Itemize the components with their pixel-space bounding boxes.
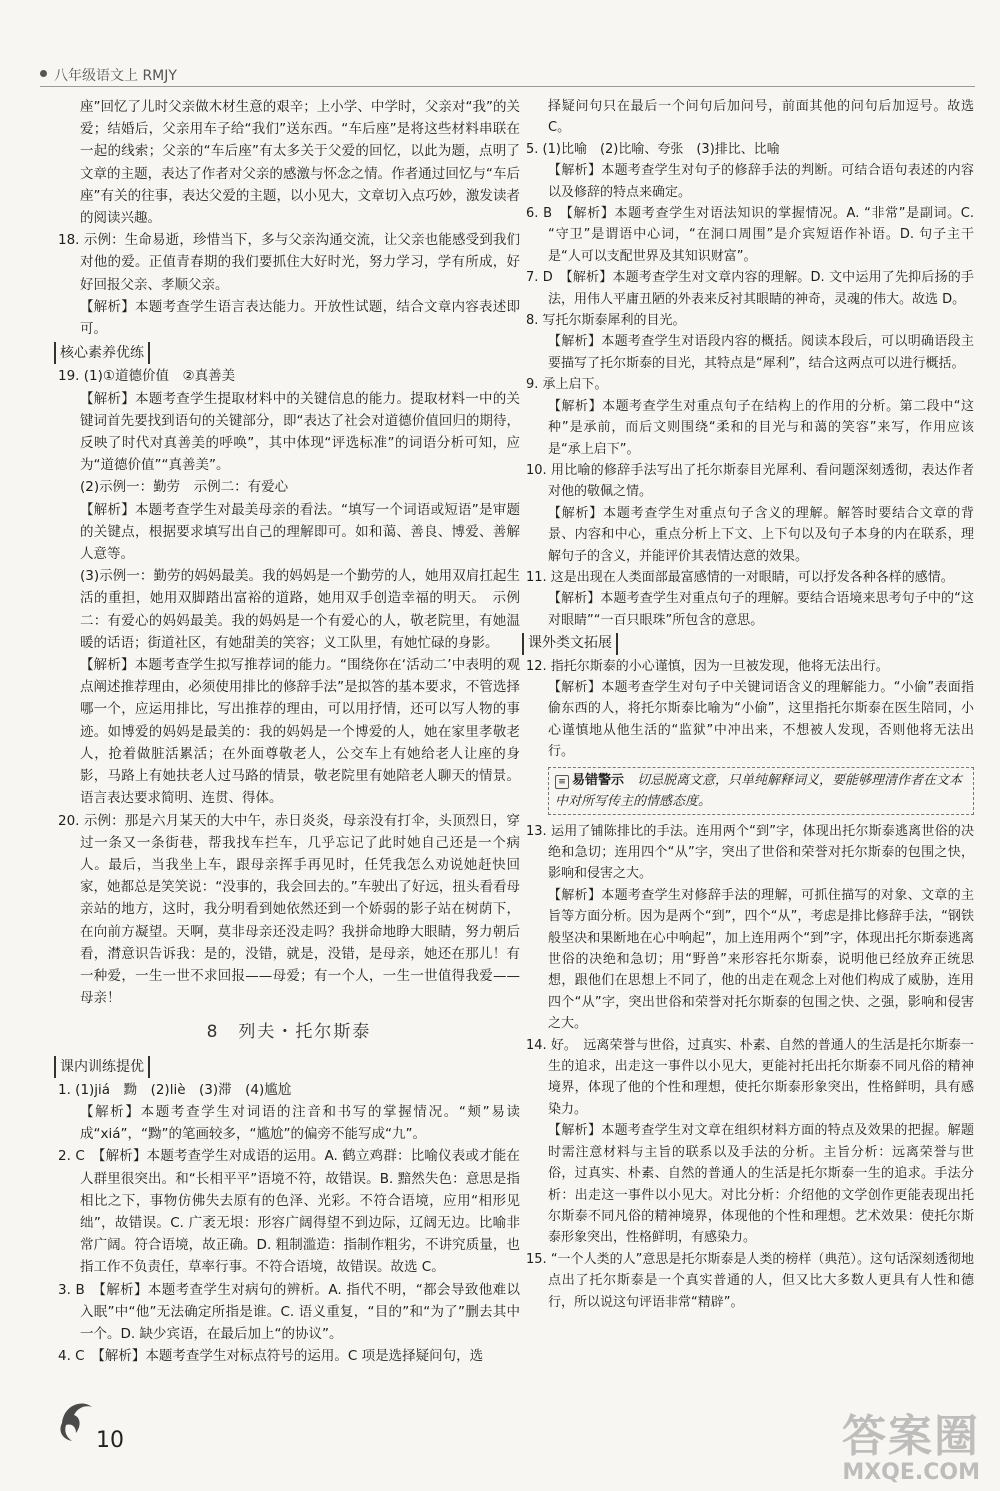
right-column [526,96,974,1313]
answer-paragraph: 【解析】本题考查学生对词语的注音和书写的掌握情况。“颊”易读成“xiá”，“黝”的笔画较多，“尴尬”的偏旁不能写成“九”。 [80,1103,520,1143]
answer-item: 11. 这是出现在人类面部最富感情的一对眼睛，可以抒发各种各样的感情。 [526,569,954,585]
answer-item: 8. 写托尔斯泰犀利的目光。 [526,313,686,329]
running-header [40,64,975,87]
answer-paragraph: 【解析】本题考查学生拟写推荐词的能力。“围绕你在‘活动二’中表明的观点阐述推荐理由，必须使用排比的修辞手法”是拟答的基本要求，不管选择哪一个，应运用排比，写出推荐的理由，可以用抒情，还可以写人物的事迹。如博爱的妈妈是最美的：我的妈妈是一个博爱的人，她在家里孝敬老人，抢着做脏活累活；在外面尊敬老人，公交车上有她给老人让座的身影，马路上有她扶老人过马路的情景，敬老院里有她陪老人聊天的情景。语言表达要求简明、连贯、得体。 [80,657,520,807]
dolphin-logo-icon [56,1393,96,1445]
answer-paragraph: 【解析】本题考查学生对修辞手法的理解，可抓住描写的对象、文章的主旨等方面分析。因为是两个“到”，四个“从”，考虑是排比修辞手法，“钢铁般坚决和果断地在心中响起”，加上连用两个“到”字，体现出托尔斯泰逃离世俗的决绝和急切；用“野兽”来形容托尔斯泰，说明他已经放弃正统思想，跟他们在思想上不同了，他的出走在观念上对他们构成了威胁，连用四个“从”字，突出世俗和荣誉对托尔斯泰的包围之快、之强，影响和侵害之大。 [548,887,974,1032]
answer-paragraph: 择疑问句只在最后一个问句后加问号，前面其他的问句后加逗号。故选 C。 [548,99,974,136]
answer-paragraph: 座”回忆了儿时父亲做木材生意的艰辛；上小学、中学时，父亲对“我”的关爱；结婚后，父亲用车子给“我们”送东西。“车后座”是将这些材料串联在一起的线索；父亲的“车后座”有太多关于父爱的回忆，以此为题，点明了文章的主题，表达了作者对父亲的感激与怀念之情。作者通过回忆与“车后座”有关的往事，表达父爱的主题，以小见大，文章切入点巧妙，激发读者的阅读兴趣。 [80,99,520,227]
answer-paragraph: 【解析】本题考查学生对重点句子含义的理解。解答时要结合文章的背景、内容和中心，重点分析上下文、上下句以及句子本身的内在联系，理解句子的含义，并能评价其表情达意的效果。 [548,505,974,564]
answer-item: 6. B 【解析】本题考查学生对语法知识的掌握情况。A. “非常”是副词。C. “守卫”是谓语中心词，“在洞口周围”是介宾短语作补语。D. 句子主干是“人可以支配世界及其知识财富”。 [526,206,974,264]
section-heading-row [526,631,974,655]
section-heading: 课外类文拓展 [522,633,618,654]
answer-item: 9. 承上启下。 [526,377,608,393]
page-number: 10 [96,1428,124,1453]
answer-paragraph: 【解析】本题考查学生语言表达能力。开放性试题，结合文章内容表述即可。 [80,298,520,338]
answer-item: 18. 示例：生命易逝，珍惜当下，多与父亲沟通交流，让父亲也能感受到我们对他的爱。正值青春期的我们要抓住大好时光，努力学习，学有所成，好好回报父亲、孝顺父亲。 [58,232,520,293]
error-warning-box [548,767,974,815]
answer-item: 12. 指托尔斯泰的小心谨慎，因为一旦被发现，他将无法出行。 [526,658,889,674]
answer-item: 14. 好。 远离荣誉与世俗，过真实、朴素、自然的普通人的生活是托尔斯泰一生的追求，出走这一事件以小见大，更能衬托出托尔斯泰不同凡俗的精神境界，体现了他的个性和理想，使托尔斯泰形象突出，性格鲜明，具有感染力。 [526,1037,974,1117]
bullet-icon [40,70,47,77]
watermark [842,1400,980,1485]
answer-paragraph: 【解析】本题考查学生对重点句子的理解。要结合语境来思考句子中的“这对眼睛”“一百只眼珠”所包含的意思。 [548,591,974,628]
answer-item: 7. D 【解析】本题考查学生对文章内容的理解。D. 文中运用了先抑后扬的手法，用伟人平庸丑陋的外表来反衬其眼睛的神奇，灵魂的伟大。故选 D。 [526,270,974,307]
warning-icon: ≡ [555,775,569,789]
answer-item: 3. B 【解析】本题考查学生对病句的辨析。A. 指代不明，“都会导致他难以入眠”中“他”无法确定所指是谁。C. 语义重复，“目的”和“为了”删去其中一个。D. 缺少宾语，在最后加上“的协议”。 [58,1281,520,1342]
watermark-line1: 答案圈 [842,1411,980,1462]
answer-paragraph: 【解析】本题考查学生对最美母亲的看法。“填写一个词语或短语”是审题的关键点，根据要求填写出自己的理解即可。如和蔼、善良、博爱、善解人意等。 [80,501,520,563]
answer-item: 10. 用比喻的修辞手法写出了托尔斯泰目光犀利、看问题深刻透彻，表达作者对他的敬佩之情。 [526,462,974,500]
warning-label: 易错警示 [572,772,625,788]
section-heading: 课内训练提优 [54,1056,150,1078]
answer-item: 2. C 【解析】本题考查学生对成语的运用。A. 鹤立鸡群：比喻仪表或才能在人群里很突出。和“长相平平”语境不符，故错误。B. 黯然失色：意思是指相比之下，事物仿佛失去原有的色泽、光彩。不符合语境，应用“相形见绌”，故错误。C. 广袤无垠：形容广阔得望不到边际，辽阔无边。比喻非常广阔。符合语境，故正确。D. 粗制滥造：指制作粗劣，不讲究质量，也指工作不负责任，草率行事。不符合语境，故错误。故选 C。 [58,1148,520,1276]
answer-paragraph: 【解析】本题考查学生对重点句子在结构上的作用的分析。第二段中“这种”是承前，而后文则围绕“柔和的目光与和蔼的笑容”来写，作用应该是“承上启下”。 [548,398,974,457]
warning-text: 切忌脱离文意，只单纯解释词义，要能够理清作者在文本中对所写传主的情感态度。 [555,772,963,809]
watermark-line2: MXQE.COM [842,1460,980,1485]
section-heading-row [58,1054,520,1079]
answer-item: 15. “一个人类的人”意思是托尔斯泰是人类的榜样（典范）。这句话深刻透彻地点出了托尔斯泰是一个真实普通的人，但又比大多数人更具有人性和德行，所以说这句评语非常“精辟”。 [526,1251,974,1310]
answer-item: 19. (1)①道德价值 ②真善美 [58,368,236,385]
answer-item: 13. 运用了铺陈排比的手法。连用两个“到”字，体现出托尔斯泰逃离世俗的决绝和急切；连用四个“从”字，突出了世俗和荣誉对托尔斯泰的包围之快，影响和侵害之大。 [526,823,974,882]
section-heading: 核心素养优练 [54,342,150,364]
answer-paragraph: (2)示例一：勤劳 示例二：有爱心 [80,479,289,496]
answer-paragraph: 【解析】本题考查学生对句子中关键词语含义的理解能力。“小偷”表面指偷东西的人，将托尔斯泰比喻为“小偷”，这里指托尔斯泰在医生陪同，小心谨慎地从他生活的“监狱”中冲出来，不想被人发现，否则他将无法出行。 [548,679,974,760]
answer-paragraph: 【解析】本题考查学生对句子的修辞手法的判断。可结合语句表述的内容以及修辞的特点来确定。 [548,163,974,200]
answer-paragraph: (3)示例一：勤劳的妈妈最美。我的妈妈是一个勤劳的人，她用双肩扛起生活的重担，她用双脚踏出富裕的道路，她用双手创造幸福的明天。 示例二：有爱心的妈妈最美。我的妈妈是一个有爱心的人，敬老院里，有她温暖的话语；街道社区，有她甜美的笑容；义工队里，有她忙碌的身影。 [80,568,520,651]
answer-paragraph: 【解析】本题考查学生提取材料中的关键信息的能力。提取材料一中的关键词首先要找到语句的关键部分，即“表达了社会对道德价值回归的期待，反映了时代对真善美的呼唤”，其中体现“评选标准”的词语分析可知，应为“道德价值”“真善美”。 [80,390,520,474]
answer-item: 5. (1)比喻 (2)比喻、夸张 (3)排比、比喻 [526,141,780,157]
answer-item: 1. (1)jiá 黝 (2)liè (3)滞 (4)尴尬 [58,1081,292,1098]
chapter-title: 8 列夫・托尔斯泰 [206,1022,372,1043]
answer-paragraph: 【解析】本题考查学生对文章在组织材料方面的特点及效果的把握。解题时需注意材料与主旨的联系以及手法的分析。主旨分析：远离荣誉与世俗，过真实、朴素、自然的普通人的生活是托尔斯泰一生的追求。手法分析：出走这一事件以小见大。对比分析：介绍他的文学创作更能表现出托尔斯泰不同凡俗的精神境界，体现他的个性和理想。艺术效果：使托尔斯泰形象突出，性格鲜明，有感染力。 [548,1123,974,1246]
answer-paragraph: 【解析】本题考查学生对语段内容的概括。阅读本段后，可以明确语段主要描写了托尔斯泰的目光，其特点是“犀利”，结合这两点可以进行概括。 [548,334,974,371]
section-heading-row [58,340,520,365]
left-column [58,96,520,1367]
answer-item: 4. C 【解析】本题考查学生对标点符号的运用。C 项是选择疑问句，选 [58,1348,484,1365]
answer-item: 20. 示例：那是六月某天的大中午，赤日炎炎，母亲没有打伞，头顶烈日，穿过一条又一条街巷，帮我找车拦车，几乎忘记了此时她自己还是一个病人。最后，当我坐上车，跟母亲挥手再见时，任凭我怎么劝说她赶快回家，她都总是笑笑说：“没事的，我会回去的。”车驶出了好远，扭头看看母亲站的地方，这时，我分明看到她依然还到一个娇弱的影子站在树荫下，在向前方凝望。天啊，莫非母亲还没走吗？我拼命地睁大眼睛，努力朝后看，潸意识告诉我：是的，没错，就是，没错，是母亲，她还在那儿！有一种爱，一生一世不求回报——母爱；有一个人，一生一世值得我爱——母亲！ [58,812,520,1007]
header-title: 八年级语文上 RMJY [54,68,177,84]
